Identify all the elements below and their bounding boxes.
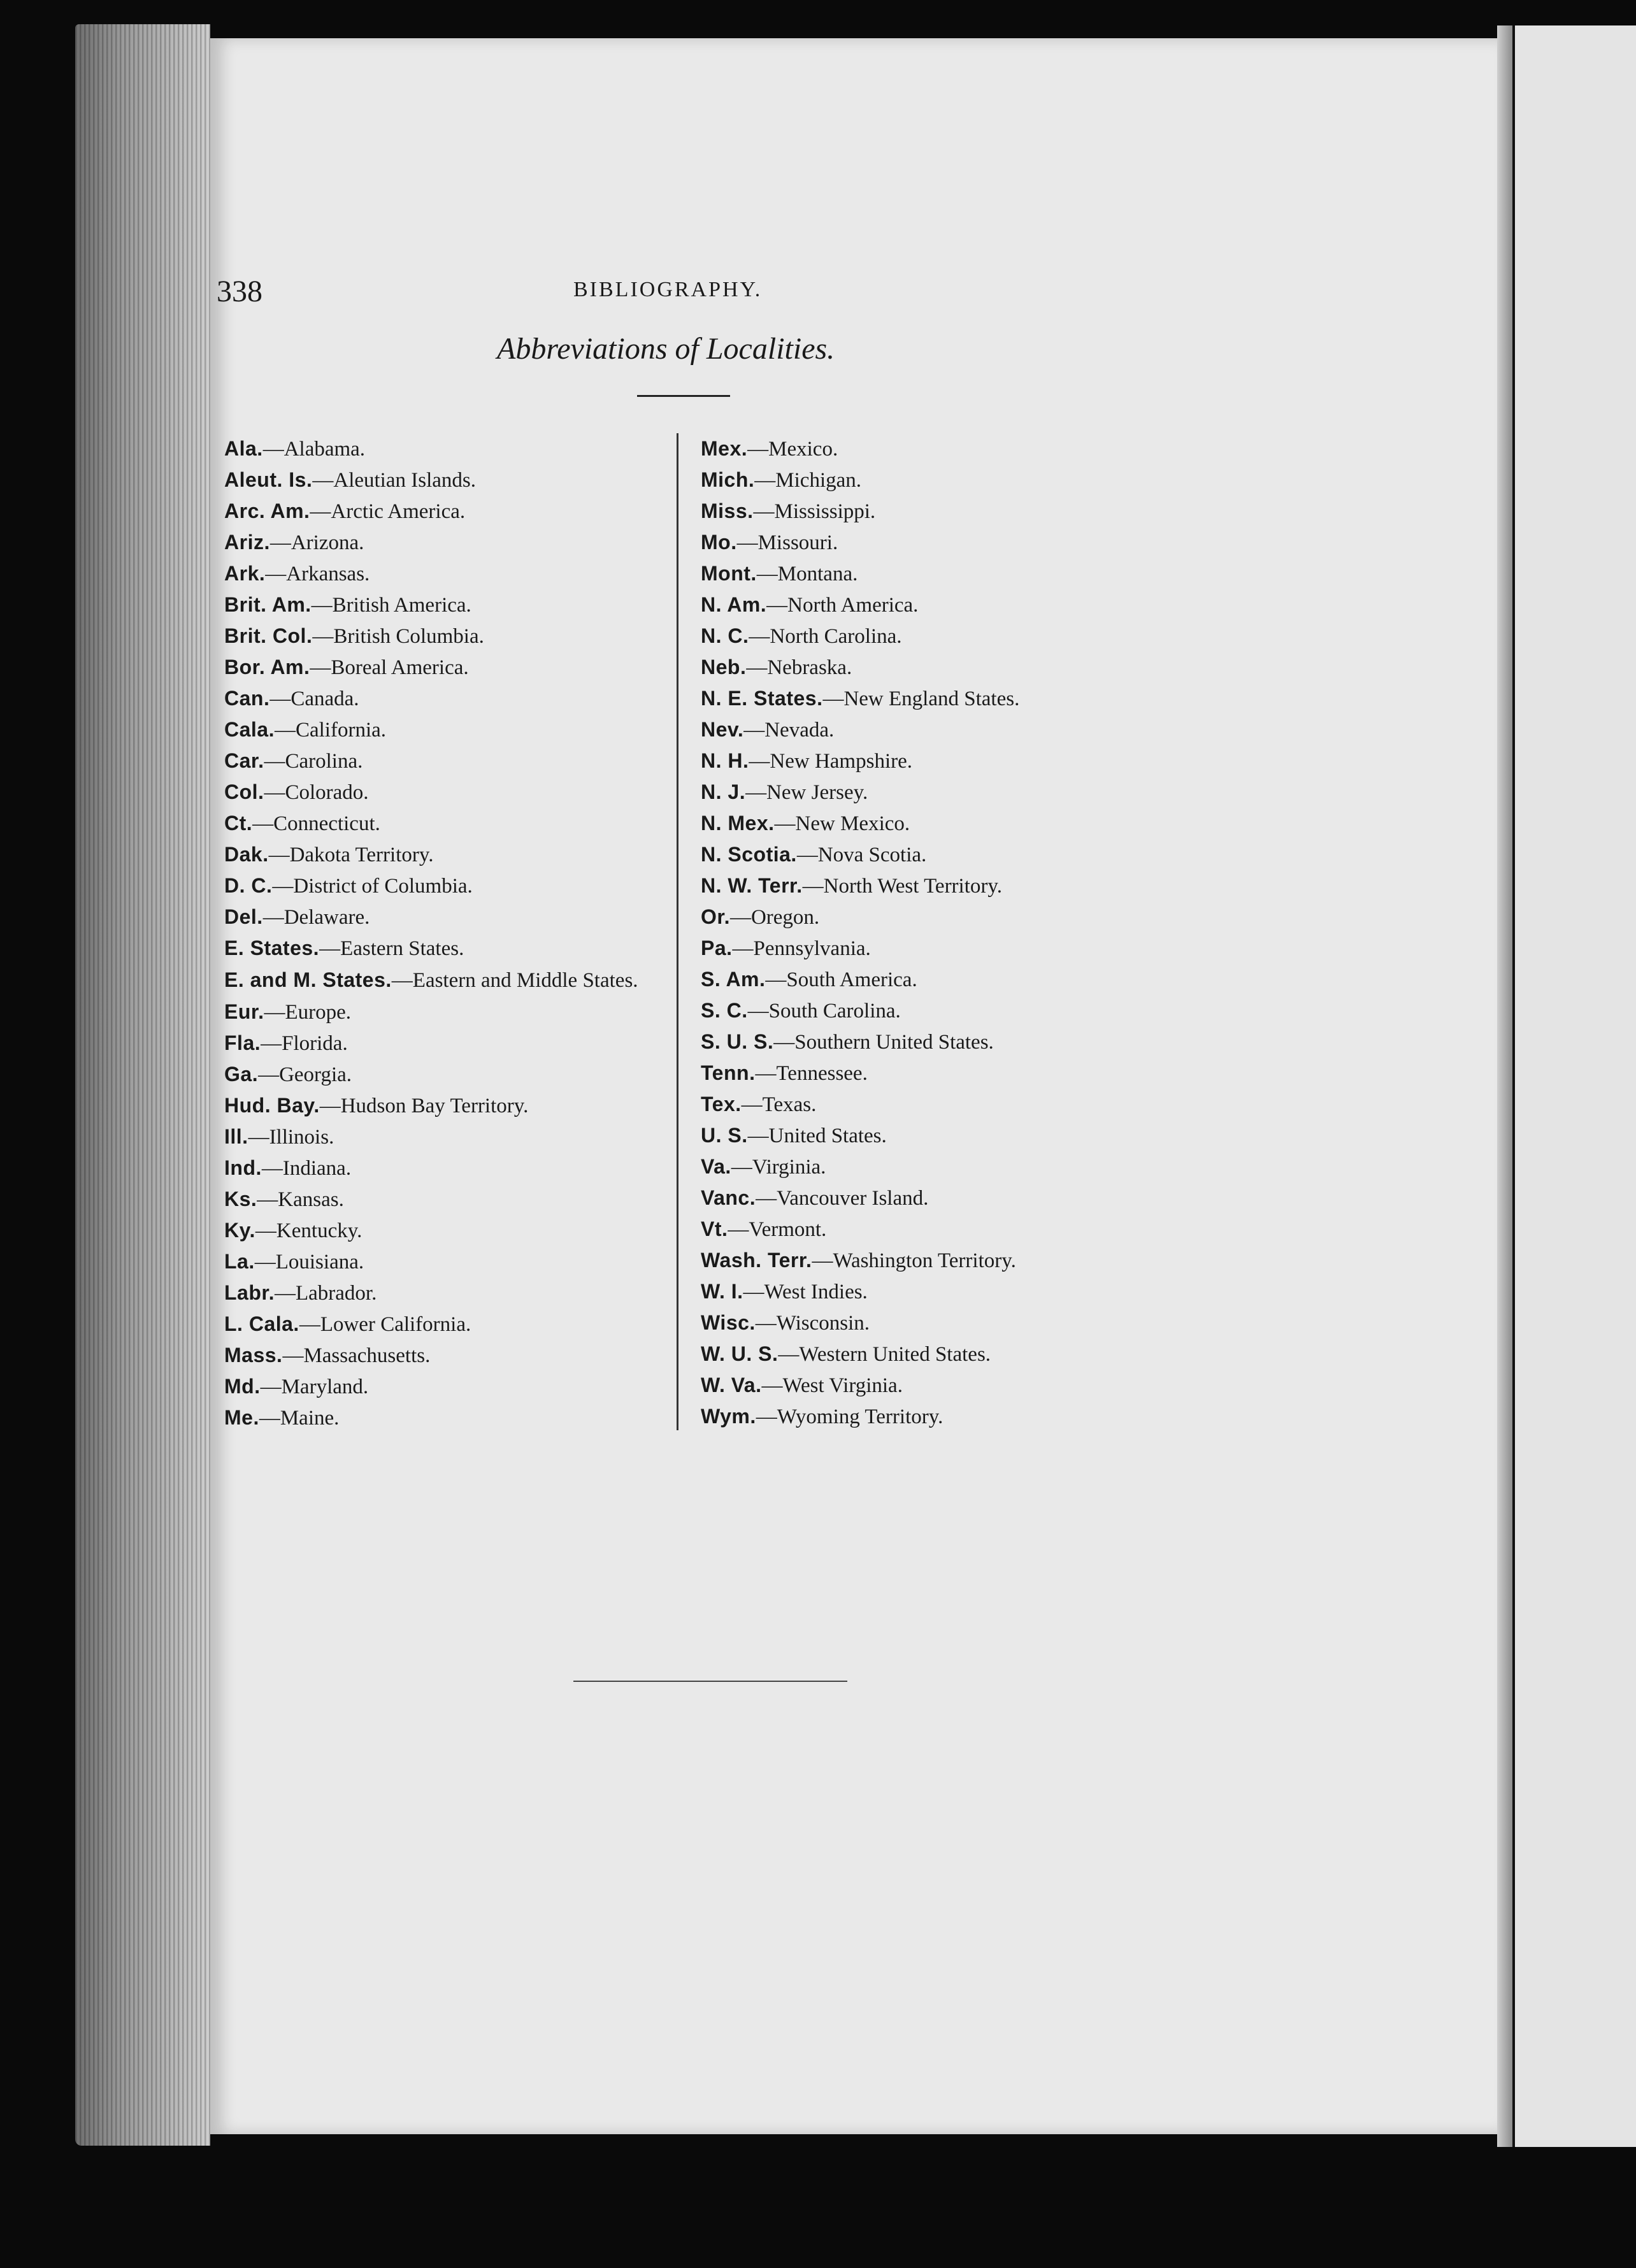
abbreviation-entry bbox=[224, 527, 657, 558]
locality-name: —Michigan. bbox=[754, 469, 862, 492]
locality-name: —Arkansas. bbox=[265, 563, 370, 585]
abbreviation: Tex. bbox=[701, 1093, 742, 1116]
abbreviation-entry bbox=[224, 1309, 657, 1340]
abbreviation-entry bbox=[224, 1277, 657, 1309]
locality-name: —Arctic America. bbox=[310, 500, 466, 523]
locality-name: —Louisiana. bbox=[254, 1251, 364, 1274]
abbreviation-entry bbox=[701, 1026, 1274, 1058]
abbreviation: N. Mex. bbox=[701, 812, 775, 835]
locality-name: —Oregon. bbox=[729, 906, 820, 929]
abbreviation-entry bbox=[701, 995, 1274, 1026]
abbreviation-entry bbox=[224, 839, 657, 870]
locality-name: —Mississippi. bbox=[753, 500, 876, 523]
locality-name: —Georgia. bbox=[258, 1063, 352, 1086]
locality-name: —West Virginia. bbox=[761, 1374, 903, 1397]
locality-name: —Wisconsin. bbox=[755, 1312, 870, 1335]
abbreviation-entry bbox=[701, 1245, 1274, 1276]
book-page-edges bbox=[75, 24, 210, 2146]
abbreviation: N. Am. bbox=[701, 593, 767, 616]
abbreviation-entry bbox=[701, 1276, 1274, 1307]
abbreviation: Or. bbox=[701, 905, 730, 928]
locality-name: —New Jersey. bbox=[745, 781, 868, 804]
abbreviation-entry bbox=[224, 808, 657, 839]
abbreviation-entry bbox=[701, 964, 1274, 995]
column-divider bbox=[677, 433, 678, 1430]
locality-name: —Europe. bbox=[264, 1001, 352, 1024]
running-head: BIBLIOGRAPHY. bbox=[573, 278, 763, 301]
abbreviation-entry bbox=[701, 808, 1274, 839]
locality-name: —United States. bbox=[747, 1124, 887, 1147]
abbreviation: Hud. Bay. bbox=[224, 1094, 320, 1117]
abbreviation-entry bbox=[224, 1371, 657, 1402]
abbreviation-entry bbox=[224, 652, 657, 683]
abbreviation: N. W. Terr. bbox=[701, 874, 803, 897]
abbreviation-entry bbox=[701, 777, 1274, 808]
locality-name: —Florida. bbox=[261, 1032, 348, 1055]
abbreviation-entry bbox=[224, 1028, 657, 1059]
locality-name: —Massachusetts. bbox=[282, 1344, 431, 1367]
abbreviation-entry bbox=[701, 558, 1274, 589]
abbreviation-entry bbox=[224, 996, 657, 1028]
abbreviation: Wym. bbox=[701, 1405, 756, 1428]
locality-name: —North West Territory. bbox=[802, 875, 1002, 898]
abbreviation: Neb. bbox=[701, 656, 747, 678]
abbreviation-entry bbox=[701, 1089, 1274, 1120]
abbreviation-entry bbox=[224, 964, 657, 996]
abbreviation: W. Va. bbox=[701, 1374, 762, 1396]
abbreviation: Mich. bbox=[701, 468, 755, 491]
abbreviation: Mex. bbox=[701, 437, 748, 460]
abbreviation-entry bbox=[701, 933, 1274, 964]
locality-name: —Southern United States. bbox=[773, 1031, 994, 1054]
abbreviation-entry bbox=[701, 1120, 1274, 1151]
locality-name: —Nova Scotia. bbox=[796, 843, 927, 866]
locality-name: —Lower California. bbox=[299, 1313, 471, 1336]
locality-name: —Maine. bbox=[259, 1407, 340, 1430]
abbreviation: Md. bbox=[224, 1375, 261, 1398]
abbreviation: Wash. Terr. bbox=[701, 1249, 812, 1272]
abbreviation: Mont. bbox=[701, 562, 757, 585]
locality-name: —Pennsylvania. bbox=[732, 937, 871, 960]
abbreviation: L. Cala. bbox=[224, 1312, 299, 1335]
abbreviation: Cala. bbox=[224, 718, 275, 741]
abbreviation-entry bbox=[701, 1339, 1274, 1370]
abbreviation-entry bbox=[224, 777, 657, 808]
abbreviation: Ind. bbox=[224, 1156, 262, 1179]
locality-name: —Maryland. bbox=[260, 1375, 369, 1398]
locality-name: —Nebraska. bbox=[746, 656, 852, 679]
abbreviation-entry bbox=[701, 901, 1274, 933]
abbreviation-entry bbox=[224, 1215, 657, 1246]
abbreviation-entry bbox=[224, 1090, 657, 1121]
abbreviation-entry bbox=[224, 745, 657, 777]
bottom-rule bbox=[573, 1681, 847, 1682]
abbreviation: Nev. bbox=[701, 718, 744, 741]
locality-name: —Colorado. bbox=[264, 781, 369, 804]
locality-name: —Texas. bbox=[741, 1093, 817, 1116]
abbreviation-entry bbox=[701, 589, 1274, 621]
abbreviation-entry bbox=[701, 1214, 1274, 1245]
section-title: Abbreviations of Localities. bbox=[497, 332, 835, 366]
abbreviation-entry bbox=[701, 433, 1274, 464]
abbreviation-entry bbox=[701, 496, 1274, 527]
abbreviation-entry bbox=[701, 621, 1274, 652]
abbreviation: Fla. bbox=[224, 1031, 261, 1054]
abbreviation: Ala. bbox=[224, 437, 263, 460]
locality-name: —Indiana. bbox=[261, 1157, 352, 1180]
locality-name: —New Hampshire. bbox=[749, 750, 912, 773]
abbreviation: Arc. Am. bbox=[224, 499, 310, 522]
locality-name: —Dakota Territory. bbox=[268, 843, 434, 866]
abbreviation: S. U. S. bbox=[701, 1030, 774, 1053]
locality-name: —New England States. bbox=[822, 687, 1020, 710]
abbreviation-entry bbox=[701, 745, 1274, 777]
locality-name: —Delaware. bbox=[262, 906, 370, 929]
locality-name: —Vermont. bbox=[728, 1218, 827, 1241]
abbreviation: E. States. bbox=[224, 937, 320, 959]
abbreviation: E. and M. States. bbox=[224, 968, 392, 991]
abbreviation: S. Am. bbox=[701, 968, 766, 991]
locality-name: —North Carolina. bbox=[749, 625, 902, 648]
locality-name: —Western United States. bbox=[778, 1343, 991, 1366]
locality-name: —Virginia. bbox=[731, 1156, 826, 1179]
abbreviation-entry bbox=[224, 933, 657, 964]
locality-name: —West Indies. bbox=[743, 1281, 868, 1303]
abbreviation-entry bbox=[701, 527, 1274, 558]
abbreviation: W. I. bbox=[701, 1280, 743, 1303]
abbreviation-entry bbox=[701, 1182, 1274, 1214]
locality-name: —Connecticut. bbox=[252, 812, 380, 835]
abbreviation-entry bbox=[224, 1121, 657, 1152]
abbreviation: Mo. bbox=[701, 531, 737, 554]
abbreviation: Eur. bbox=[224, 1000, 264, 1023]
abbreviation: Vanc. bbox=[701, 1186, 756, 1209]
abbreviation: Ark. bbox=[224, 562, 266, 585]
abbreviation-entry bbox=[701, 839, 1274, 870]
abbreviation-entry bbox=[701, 1307, 1274, 1339]
abbreviation: Brit. Col. bbox=[224, 624, 313, 647]
abbreviation-entry bbox=[701, 1058, 1274, 1089]
abbreviation-entry bbox=[224, 870, 657, 901]
abbreviation: Me. bbox=[224, 1406, 259, 1429]
locality-name: —Missouri. bbox=[736, 531, 838, 554]
abbreviation: Ga. bbox=[224, 1063, 259, 1086]
locality-name: —Labrador. bbox=[274, 1282, 377, 1305]
locality-name: —Canada. bbox=[269, 687, 359, 710]
abbreviation-entry bbox=[224, 1184, 657, 1215]
abbreviation: Labr. bbox=[224, 1281, 275, 1304]
facing-page-edge bbox=[1515, 25, 1636, 2147]
locality-name: —Illinois. bbox=[248, 1126, 334, 1149]
page-number: 338 bbox=[217, 275, 262, 308]
locality-name: —South Carolina. bbox=[747, 1000, 901, 1023]
abbreviation-entry bbox=[224, 1340, 657, 1371]
locality-name: —Tennessee. bbox=[755, 1062, 868, 1085]
locality-name: —Mexico. bbox=[747, 438, 838, 461]
locality-name: —North America. bbox=[766, 594, 919, 617]
abbreviation-entry bbox=[224, 1059, 657, 1090]
abbreviation-entry bbox=[701, 1151, 1274, 1182]
locality-name: —Eastern States. bbox=[319, 937, 464, 960]
locality-name: —South America. bbox=[765, 968, 917, 991]
abbreviation-entry bbox=[701, 464, 1274, 496]
abbreviation: Brit. Am. bbox=[224, 593, 312, 616]
abbreviation: La. bbox=[224, 1250, 255, 1273]
abbreviation: N. J. bbox=[701, 780, 746, 803]
abbreviation: W. U. S. bbox=[701, 1342, 779, 1365]
abbreviation: U. S. bbox=[701, 1124, 748, 1147]
page-header bbox=[0, 274, 1636, 312]
abbreviation-entry bbox=[224, 683, 657, 714]
abbreviation: Col. bbox=[224, 780, 264, 803]
abbreviation: Tenn. bbox=[701, 1061, 756, 1084]
locality-name: —Alabama. bbox=[262, 438, 366, 461]
abbreviation-entry bbox=[224, 558, 657, 589]
abbreviation: Aleut. Is. bbox=[224, 468, 313, 491]
abbreviation: N. Scotia. bbox=[701, 843, 797, 866]
abbreviation: Ariz. bbox=[224, 531, 270, 554]
abbreviation: S. C. bbox=[701, 999, 748, 1022]
abbreviation: Ct. bbox=[224, 812, 253, 835]
abbreviation-entry bbox=[224, 1152, 657, 1184]
abbreviation: Miss. bbox=[701, 499, 754, 522]
abbreviation-entry bbox=[224, 1402, 657, 1433]
locality-name: —Eastern and Middle States. bbox=[391, 969, 638, 992]
title-rule bbox=[637, 395, 730, 397]
page-fold-shadow bbox=[1497, 25, 1512, 2147]
abbreviation: N. C. bbox=[701, 624, 749, 647]
abbreviation: Wisc. bbox=[701, 1311, 756, 1334]
locality-name: —Wyoming Territory. bbox=[756, 1405, 944, 1428]
locality-name: —Vancouver Island. bbox=[756, 1187, 929, 1210]
left-column bbox=[224, 433, 657, 1433]
locality-name: —British America. bbox=[311, 594, 471, 617]
abbreviation: Pa. bbox=[701, 937, 733, 959]
abbreviation-entry bbox=[224, 714, 657, 745]
locality-name: —Nevada. bbox=[743, 719, 835, 742]
abbreviation: N. H. bbox=[701, 749, 749, 772]
abbreviation: Vt. bbox=[701, 1217, 728, 1240]
abbreviation: N. E. States. bbox=[701, 687, 823, 710]
locality-name: —New Mexico. bbox=[774, 812, 910, 835]
abbreviation-entry bbox=[224, 589, 657, 621]
locality-name: —Aleutian Islands. bbox=[312, 469, 476, 492]
locality-name: —Arizona. bbox=[269, 531, 364, 554]
locality-name: —Carolina. bbox=[264, 750, 363, 773]
abbreviation-entry bbox=[701, 652, 1274, 683]
locality-name: —Washington Territory. bbox=[812, 1249, 1016, 1272]
locality-name: —Kentucky. bbox=[255, 1219, 362, 1242]
abbreviation-entry bbox=[701, 870, 1274, 901]
locality-name: —Kansas. bbox=[257, 1188, 344, 1211]
locality-name: —Montana. bbox=[756, 563, 858, 585]
abbreviation-entry bbox=[701, 1370, 1274, 1401]
abbreviation-entry bbox=[224, 464, 657, 496]
abbreviation: D. C. bbox=[224, 874, 273, 897]
abbreviation-entry bbox=[224, 901, 657, 933]
locality-name: —British Columbia. bbox=[312, 625, 484, 648]
abbreviation-entry bbox=[224, 621, 657, 652]
abbreviation-entry bbox=[701, 1401, 1274, 1432]
locality-name: —California. bbox=[274, 719, 387, 742]
abbreviation: Ks. bbox=[224, 1188, 257, 1210]
abbreviation: Dak. bbox=[224, 843, 269, 866]
abbreviation-entry bbox=[224, 433, 657, 464]
right-column bbox=[701, 433, 1274, 1432]
abbreviation: Mass. bbox=[224, 1344, 283, 1367]
abbreviation: Car. bbox=[224, 749, 264, 772]
abbreviation: Del. bbox=[224, 905, 263, 928]
abbreviation: Va. bbox=[701, 1155, 731, 1178]
abbreviation-entry bbox=[224, 1246, 657, 1277]
abbreviation-entry bbox=[701, 714, 1274, 745]
locality-name: —District of Columbia. bbox=[272, 875, 473, 898]
abbreviation: Ky. bbox=[224, 1219, 255, 1242]
locality-name: —Boreal America. bbox=[310, 656, 469, 679]
locality-name: —Hudson Bay Territory. bbox=[319, 1095, 529, 1117]
abbreviation: Ill. bbox=[224, 1125, 248, 1148]
abbreviation: Can. bbox=[224, 687, 270, 710]
abbreviation-entry bbox=[701, 683, 1274, 714]
abbreviation-entry bbox=[224, 496, 657, 527]
abbreviation: Bor. Am. bbox=[224, 656, 310, 678]
